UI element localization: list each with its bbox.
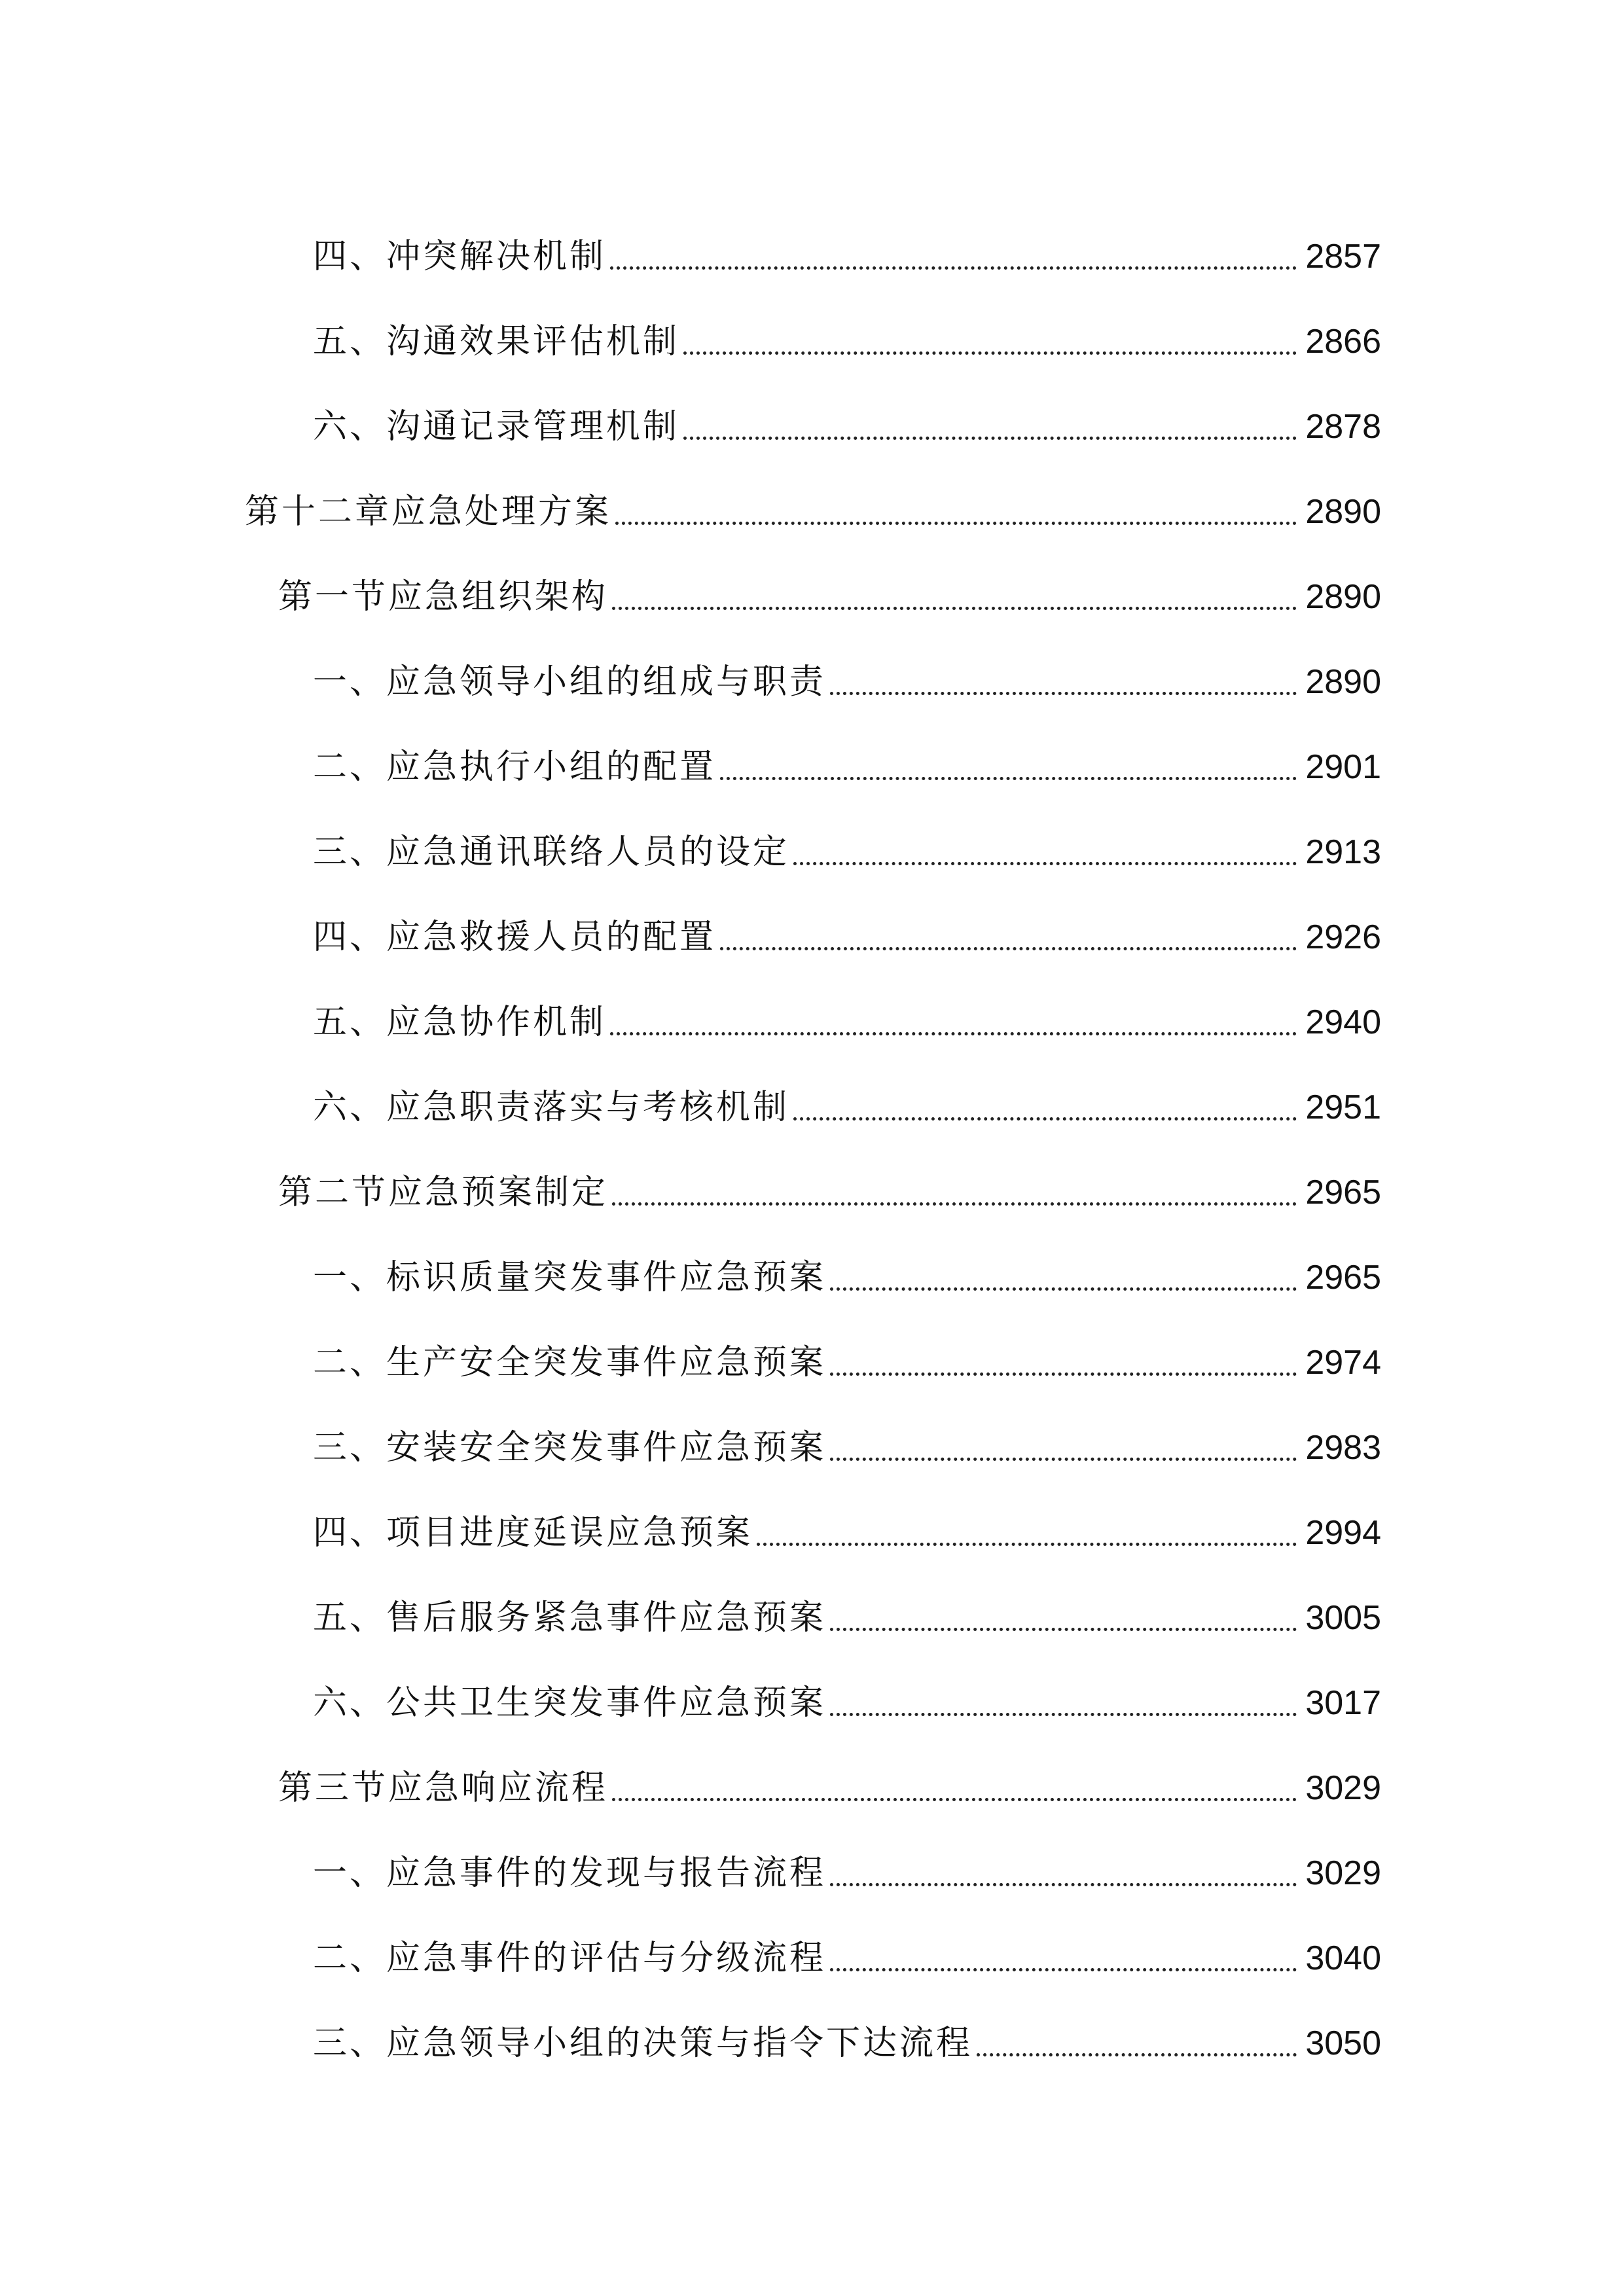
toc-entry-page: 3050 [1305,2024,1381,2062]
toc-entry-title: 二、生产安全突发事件应急预案 [313,1343,827,1382]
toc-entry-title: 第三节应急响应流程 [278,1768,609,1808]
toc-entry-title: 三、应急领导小组的决策与指令下达流程 [313,2024,973,2063]
toc-entry-page: 2940 [1305,1003,1381,1041]
toc-entry-page: 3029 [1305,1769,1381,1807]
toc-entry-title: 六、沟通记录管理机制 [313,407,680,446]
toc-dot-leader [612,1173,1297,1212]
toc-entry-page: 2951 [1305,1088,1381,1126]
toc-dot-leader [830,1428,1297,1467]
toc-entry-page: 3017 [1305,1684,1381,1722]
toc-entry-title: 二、应急执行小组的配置 [313,747,717,787]
toc-entry-title: 三、安装安全突发事件应急预案 [313,1428,827,1467]
toc-entry-title: 六、应急职责落实与考核机制 [313,1088,790,1127]
toc-entry-page: 2890 [1305,578,1381,616]
toc-entry-title: 六、公共卫生突发事件应急预案 [313,1683,827,1723]
toc-dot-leader [720,918,1297,957]
toc-dot-leader [830,1258,1297,1297]
toc-entry[interactable] [0,1990,1624,2075]
toc-dot-leader [793,833,1297,872]
toc-entry-page: 2974 [1305,1344,1381,1382]
toc-entry[interactable] [0,1309,1624,1394]
toc-entry-page: 3029 [1305,1854,1381,1892]
toc-entry-page: 2890 [1305,663,1381,701]
toc-entry-title: 三、应急通讯联络人员的设定 [313,833,790,872]
toc-dot-leader [612,1768,1297,1808]
toc-dot-leader [683,322,1297,361]
toc-entry-title: 二、应急事件的评估与分级流程 [313,1939,827,1978]
toc-entry-page: 2878 [1305,408,1381,446]
toc-section-entry[interactable] [0,543,1624,628]
toc-entry[interactable] [0,1564,1624,1649]
toc-entry-page: 2965 [1305,1174,1381,1211]
toc-entry-page: 2913 [1305,833,1381,871]
toc-entry[interactable] [0,798,1624,884]
toc-dot-leader [830,1598,1297,1638]
toc-dot-leader [683,407,1297,446]
toc-entry[interactable] [0,373,1624,458]
toc-dot-leader [830,1939,1297,1978]
toc-dot-leader [793,1088,1297,1127]
toc-entry[interactable] [0,884,1624,969]
toc-entry-page: 2901 [1305,748,1381,786]
toc-entry[interactable] [0,1820,1624,1905]
toc-entry[interactable] [0,1394,1624,1479]
toc-entry[interactable] [0,969,1624,1054]
toc-entry-title: 四、冲突解决机制 [313,237,607,276]
toc-dot-leader [615,492,1297,531]
toc-entry-page: 2983 [1305,1429,1381,1467]
toc-entry-title: 一、应急领导小组的组成与职责 [313,662,827,702]
toc-dot-leader [830,1343,1297,1382]
toc-dot-leader [830,1854,1297,1893]
toc-section-entry[interactable] [0,1734,1624,1820]
toc-entry-page: 2994 [1305,1514,1381,1552]
toc-entry[interactable] [0,1649,1624,1734]
toc-chapter-entry[interactable] [0,458,1624,543]
toc-entry-title: 第十二章应急处理方案 [245,492,612,531]
toc-section-entry[interactable] [0,1139,1624,1224]
toc-entry-title: 一、标识质量突发事件应急预案 [313,1258,827,1297]
toc-entry-page: 2965 [1305,1259,1381,1297]
table-of-contents [0,203,1624,2075]
toc-entry[interactable] [0,288,1624,373]
toc-entry-page: 3040 [1305,1939,1381,1977]
toc-entry-page: 2926 [1305,918,1381,956]
toc-dot-leader [610,237,1297,276]
toc-dot-leader [977,2024,1297,2063]
toc-entry-title: 一、应急事件的发现与报告流程 [313,1854,827,1893]
toc-entry-title: 五、售后服务紧急事件应急预案 [313,1598,827,1638]
toc-entry-title: 五、沟通效果评估机制 [313,322,680,361]
toc-entry[interactable] [0,1224,1624,1309]
toc-dot-leader [720,747,1297,787]
toc-entry[interactable] [0,1479,1624,1564]
toc-entry-page: 2866 [1305,323,1381,361]
toc-entry-page: 2857 [1305,238,1381,276]
toc-entry-title: 四、应急救援人员的配置 [313,918,717,957]
toc-dot-leader [830,662,1297,702]
toc-entry[interactable] [0,628,1624,713]
toc-entry-title: 五、应急协作机制 [313,1003,607,1042]
toc-entry[interactable] [0,713,1624,798]
toc-dot-leader [830,1683,1297,1723]
toc-entry-title: 第二节应急预案制定 [278,1173,609,1212]
toc-dot-leader [610,1003,1297,1042]
toc-entry-page: 3005 [1305,1599,1381,1637]
toc-entry[interactable] [0,1054,1624,1139]
toc-entry-title: 四、项目进度延误应急预案 [313,1513,753,1552]
toc-entry[interactable] [0,1905,1624,1990]
toc-entry[interactable] [0,203,1624,288]
toc-entry-title: 第一节应急组织架构 [278,577,609,617]
toc-entry-page: 2890 [1305,493,1381,531]
toc-dot-leader [757,1513,1297,1552]
toc-dot-leader [612,577,1297,617]
